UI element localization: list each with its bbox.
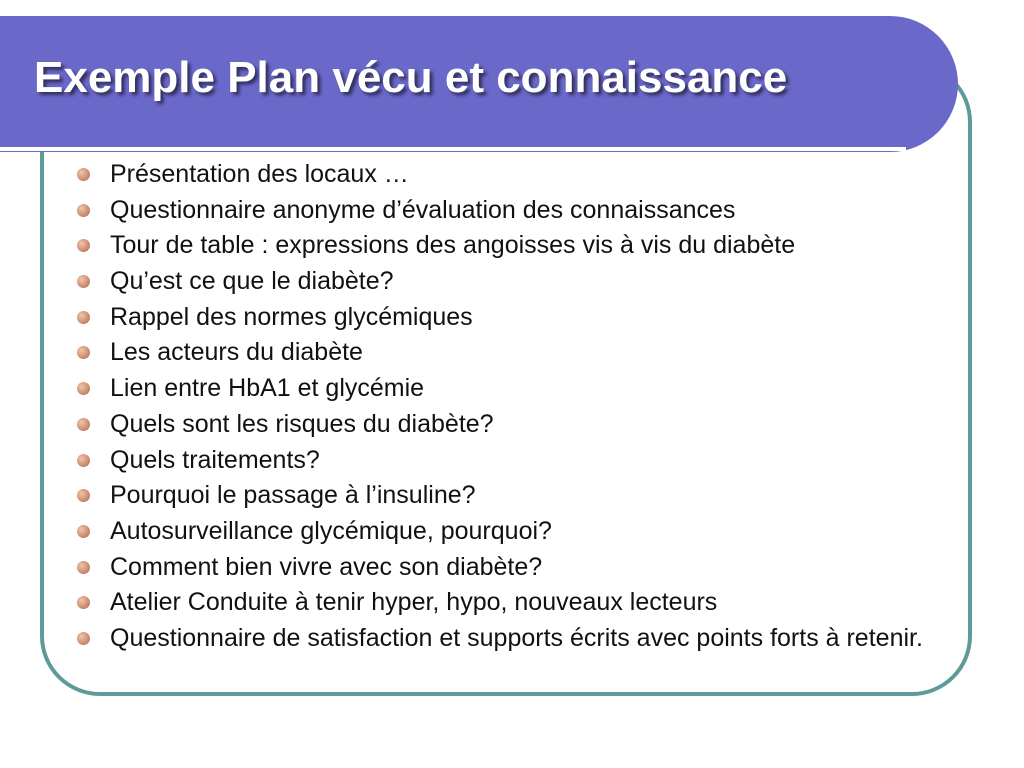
bullet-icon [77,632,90,645]
list-item-text: Rappel des normes glycémiques [110,302,473,331]
list-item [72,338,952,367]
bullet-icon [77,525,90,538]
bullet-icon [77,596,90,609]
list-item-text: Quels traitements? [110,445,320,474]
bullet-icon [77,311,90,324]
title-underline [0,147,906,151]
list-item [72,410,952,439]
list-item-text: Présentation des locaux … [110,160,409,188]
list-item [72,553,952,582]
list-item-text: Qu’est ce que le diabète? [110,267,394,296]
list-item-text: Pourquoi le passage à l’insuline? [110,481,476,510]
list-item-text: Tour de table : expressions des angoisses vis à vis du diabète [110,231,796,260]
bullet-icon [77,204,90,217]
bullet-icon [77,382,90,395]
list-item-text: Atelier Conduite à tenir hyper, hypo, nouveaux lecteurs [110,588,718,617]
list-item [72,517,952,546]
list-item [72,231,952,260]
bullet-icon [77,239,90,252]
bullet-icon [77,275,90,288]
list-item-text: Questionnaire de satisfaction et supports écrits avec points forts à retenir. [110,623,923,652]
list-item [72,160,952,189]
bullet-list [72,160,952,660]
list-item-text: Comment bien vivre avec son diabète? [110,552,543,581]
list-item-text: Lien entre HbA1 et glycémie [110,374,425,403]
list-item [72,446,952,475]
list-item-text: Quels sont les risques du diabète? [110,409,494,438]
bullet-icon [77,561,90,574]
list-item [72,624,952,653]
slide-title: Exemple Plan vécu et connaissance [34,53,788,102]
list-item [72,267,952,296]
list-item [72,303,952,332]
bullet-icon [77,168,90,181]
bullet-icon [77,418,90,431]
bullet-icon [77,489,90,502]
list-item-text: Autosurveillance glycémique, pourquoi? [110,516,552,545]
list-item [72,481,952,510]
list-item [72,374,952,403]
bullet-icon [77,454,90,467]
list-item [72,196,952,225]
bullet-icon [77,346,90,359]
list-item-text: Les acteurs du diabète [110,338,363,367]
list-item [72,588,952,617]
list-item-text: Questionnaire anonyme d’évaluation des connaissances [110,195,736,224]
